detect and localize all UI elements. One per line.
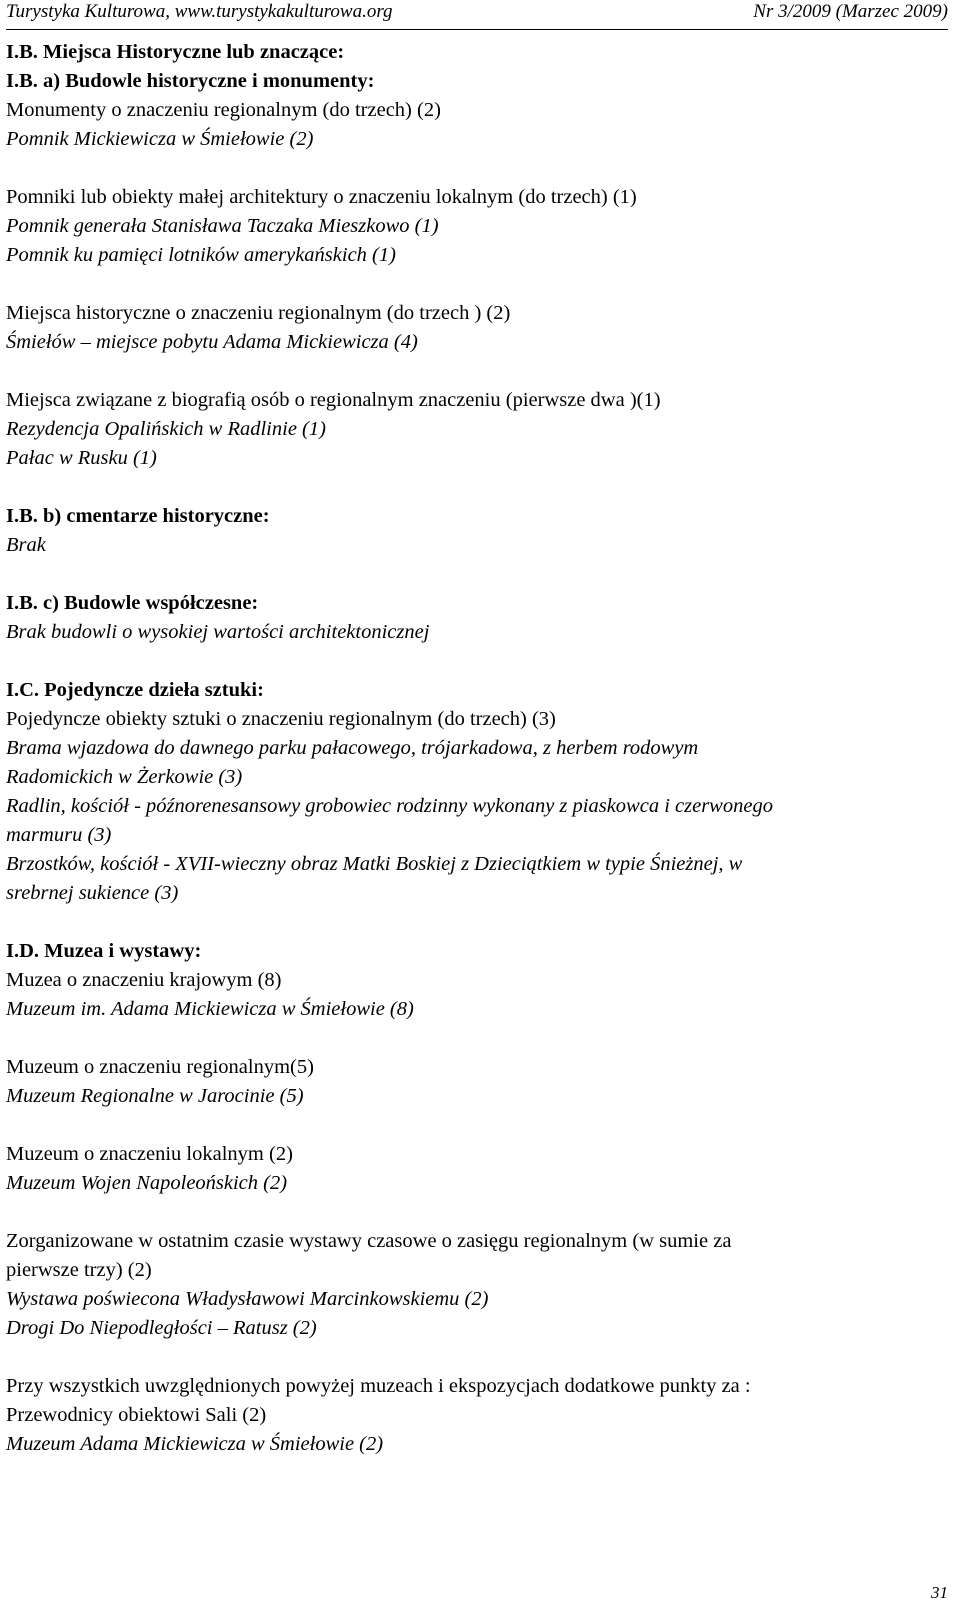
item-entry: Rezydencja Opalińskich w Radlinie (1) <box>6 418 326 440</box>
paragraph-gap <box>6 154 946 183</box>
item-entry: Pomnik Mickiewicza w Śmiełowie (2) <box>6 128 314 150</box>
paragraph-gap <box>6 908 946 937</box>
section-heading: I.B. c) Budowle współczesne: <box>6 592 259 614</box>
criterion-line: Muzea o znaczeniu krajowym (8) <box>6 969 282 991</box>
section-heading: I.C. Pojedyncze dzieła sztuki: <box>6 679 264 701</box>
header-issue-number: Nr 3/2009 (Marzec 2009) <box>753 1 948 22</box>
item-entry: Pomnik ku pamięci lotników amerykańskich (1) <box>6 244 396 266</box>
item-entry: Muzeum Adama Mickiewicza w Śmiełowie (2) <box>6 1433 384 1455</box>
section-heading: I.B. a) Budowle historyczne i monumenty: <box>6 70 375 92</box>
item-entry: srebrnej sukience (3) <box>6 882 179 904</box>
criterion-line: pierwsze trzy) (2) <box>6 1259 152 1281</box>
section-heading: I.D. Muzea i wystawy: <box>6 940 202 962</box>
page-header <box>6 0 948 30</box>
item-entry: Brzostków, kościół - XVII-wieczny obraz Matki Boskiej z Dzieciątkiem w typie Śnieżnej, w <box>6 853 743 875</box>
item-entry: marmuru (3) <box>6 824 112 846</box>
item-entry: Brama wjazdowa do dawnego parku pałacowego, trójarkadowa, z herbem rodowym <box>6 737 699 759</box>
item-entry: Muzeum Regionalne w Jarocinie (5) <box>6 1085 304 1107</box>
item-entry: Pałac w Rusku (1) <box>6 447 157 469</box>
criterion-line: Monumenty o znaczeniu regionalnym (do trzech) (2) <box>6 99 441 121</box>
item-entry: Śmiełów – miejsce pobytu Adama Mickiewicza (4) <box>6 331 418 353</box>
criterion-line: Miejsca związane z biografią osób o regionalnym znaczeniu (pierwsze dwa )(1) <box>6 389 661 411</box>
page-number: 31 <box>931 1583 948 1602</box>
header-journal-title: Turystyka Kulturowa, www.turystykakulturowa.org <box>6 1 393 22</box>
item-entry: Radomickich w Żerkowie (3) <box>6 766 243 788</box>
paragraph-gap <box>6 270 946 299</box>
criterion-line: Pomniki lub obiekty małej architektury o znaczeniu lokalnym (do trzech) (1) <box>6 186 637 208</box>
section-heading: I.B. Miejsca Historyczne lub znaczące: <box>6 41 345 63</box>
item-entry: Radlin, kościół - późnorenesansowy grobowiec rodzinny wykonany z piaskowca i czerwonego <box>6 795 773 817</box>
paragraph-gap <box>6 473 946 502</box>
item-entry: Brak budowli o wysokiej wartości architektonicznej <box>6 621 430 643</box>
paragraph-gap <box>6 1111 946 1140</box>
item-entry: Drogi Do Niepodległości – Ratusz (2) <box>6 1317 317 1339</box>
item-entry: Pomnik generała Stanisława Taczaka Mieszkowo (1) <box>6 215 439 237</box>
item-entry: Muzeum Wojen Napoleońskich (2) <box>6 1172 288 1194</box>
criterion-line: Przewodnicy obiektowi Sali (2) <box>6 1404 267 1426</box>
criterion-line: Muzeum o znaczeniu regionalnym(5) <box>6 1056 314 1078</box>
item-entry: Wystawa poświecona Władysławowi Marcinkowskiemu (2) <box>6 1288 489 1310</box>
section-heading: I.B. b) cmentarze historyczne: <box>6 505 270 527</box>
paragraph-gap <box>6 1024 946 1053</box>
criterion-line: Miejsca historyczne o znaczeniu regionalnym (do trzech ) (2) <box>6 302 511 324</box>
criterion-line: Przy wszystkich uwzględnionych powyżej muzeach i ekspozycjach dodatkowe punkty za : <box>6 1375 751 1397</box>
document-body <box>6 38 946 1459</box>
paragraph-gap <box>6 1198 946 1227</box>
paragraph-gap <box>6 1343 946 1372</box>
criterion-line: Zorganizowane w ostatnim czasie wystawy czasowe o zasięgu regionalnym (w sumie za <box>6 1230 732 1252</box>
paragraph-gap <box>6 560 946 589</box>
criterion-line: Pojedyncze obiekty sztuki o znaczeniu regionalnym (do trzech) (3) <box>6 708 556 730</box>
paragraph-gap <box>6 647 946 676</box>
item-entry: Muzeum im. Adama Mickiewicza w Śmiełowie (8) <box>6 998 414 1020</box>
paragraph-gap <box>6 357 946 386</box>
criterion-line: Muzeum o znaczeniu lokalnym (2) <box>6 1143 293 1165</box>
item-entry: Brak <box>6 534 46 556</box>
